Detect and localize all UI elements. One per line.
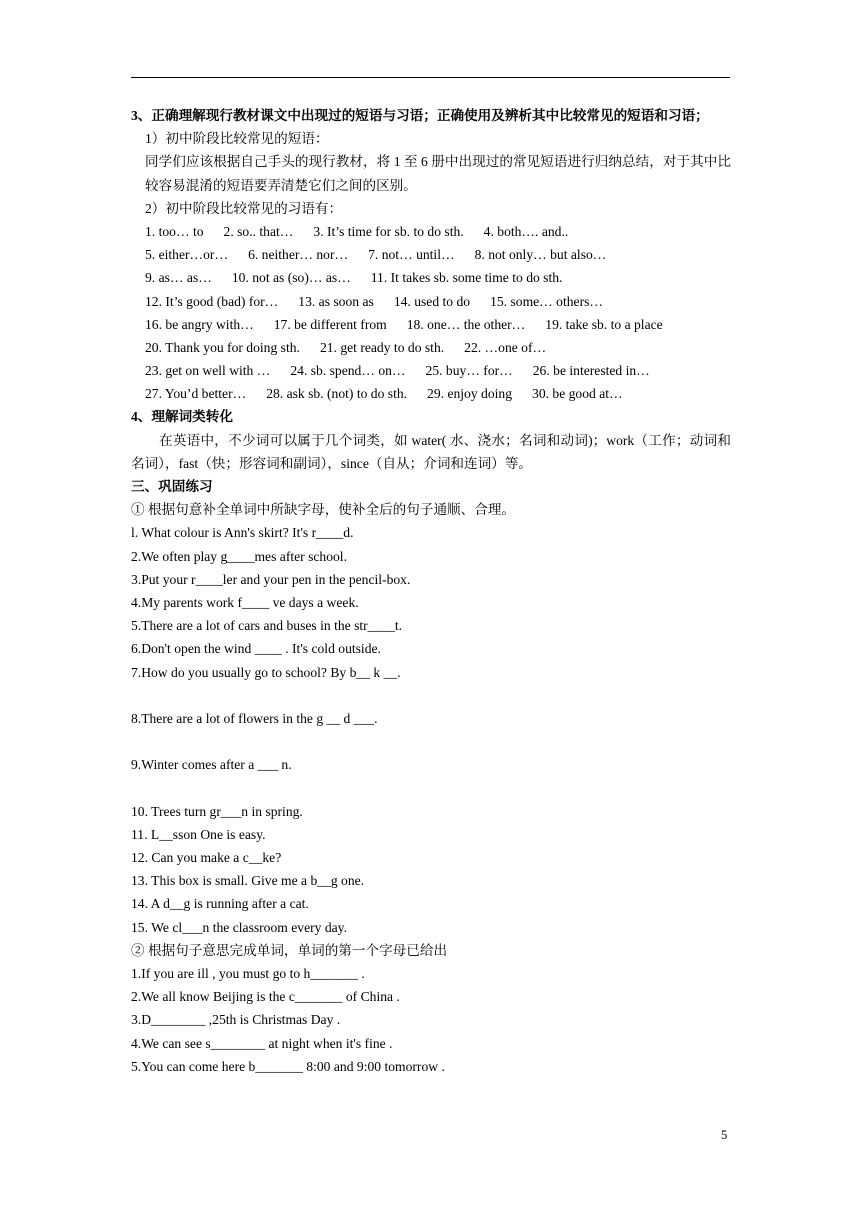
idiom-row xyxy=(131,220,731,243)
idiom-row xyxy=(131,243,731,266)
section-3-sub2: 2）初中阶段比较常见的习语有： xyxy=(145,200,343,216)
exercise-1-title: ① 根据句意补全单词中所缺字母，使补全后的句子通顺、合理。 xyxy=(131,502,516,518)
idiom-row xyxy=(131,290,731,313)
idiom-item: 30. be good at… xyxy=(532,386,623,402)
exercise-item: 11. L__sson One is easy. xyxy=(131,826,266,842)
idiom-item: 20. Thank you for doing sth. xyxy=(145,339,300,355)
idiom-item: 23. get on well with … xyxy=(145,363,271,379)
exercise-item: 5.There are a lot of cars and buses in the str____t. xyxy=(131,618,403,634)
idiom-row xyxy=(131,359,731,382)
idiom-item: 7. not… until… xyxy=(368,247,455,263)
exercise-item: 15. We cl___n the classroom every day. xyxy=(131,919,347,935)
section-3-sub1: 1）初中阶段比较常见的短语： xyxy=(145,131,329,147)
idiom-item: 2. so.. that… xyxy=(223,223,294,239)
section-3-title: 3、正确理解现行教材课文中出现过的短语与习语；正确使用及辨析其中比较常见的短语和习语； xyxy=(131,108,709,123)
document-page xyxy=(131,104,731,1078)
idiom-item: 29. enjoy doing xyxy=(427,386,513,402)
idiom-item: 6. neither… nor… xyxy=(248,247,349,263)
idiom-row xyxy=(131,336,731,359)
exercise-2-title: ② 根据句子意思完成单词，单词的第一个字母已给出 xyxy=(131,942,448,958)
idiom-item: 18. one… the other… xyxy=(406,316,526,332)
idiom-item: 14. used to do xyxy=(393,293,471,309)
exercise-item: 10. Trees turn gr___n in spring. xyxy=(131,803,303,819)
idiom-item: 13. as soon as xyxy=(298,293,374,309)
idiom-item: 19. take sb. to a place xyxy=(545,316,663,332)
idiom-item: 1. too… to xyxy=(145,223,204,239)
idiom-item: 8. not only… but also… xyxy=(474,247,607,263)
idiom-item: 24. sb. spend… on… xyxy=(290,363,406,379)
blank-line xyxy=(131,684,731,707)
idiom-item: 11. It takes sb. some time to do sth. xyxy=(370,270,563,286)
exercise-item: 6.Don't open the wind ____ . It's cold outside. xyxy=(131,641,381,657)
blank-line xyxy=(131,730,731,753)
idiom-item: 3. It’s time for sb. to do sth. xyxy=(313,223,464,239)
idiom-item: 28. ask sb. (not) to do sth. xyxy=(266,386,408,402)
exercise-item: 12. Can you make a c__ke? xyxy=(131,850,282,866)
idiom-row xyxy=(131,382,731,405)
exercise-1-list xyxy=(131,521,731,938)
section-4-paragraph: 在英语中，不少词可以属于几个词类，如 water( 水、浇水；名词和动词)；work（工作；动词和名词），fast（快；形容词和副词），since（自从；介词和连词）等。 xyxy=(131,432,731,471)
idiom-item: 22. …one of… xyxy=(464,339,547,355)
exercise-item: 13. This box is small. Give me a b__g one. xyxy=(131,873,365,889)
section-3-paragraph: 同学们应该根据自己手头的现行教材，将 1 至 6 册中出现过的常见短语进行归纳总结，对于其中比较容易混淆的短语要弄清楚它们之间的区别。 xyxy=(145,154,731,193)
exercise-item: 7.How do you usually go to school? By b__ k __. xyxy=(131,664,401,680)
exercise-item: 4.My parents work f____ ve days a week. xyxy=(131,595,359,611)
idiom-row xyxy=(131,266,731,289)
exercise-item: 8.There are a lot of flowers in the g __ d ___. xyxy=(131,710,378,726)
page-number: 5 xyxy=(721,1128,728,1142)
practice-title: 三、巩固练习 xyxy=(131,479,213,495)
exercise-item: 1.If you are ill , you must go to h_______ . xyxy=(131,966,365,982)
blank-line xyxy=(131,777,731,800)
exercise-item: 2.We often play g____mes after school. xyxy=(131,548,347,564)
header-rule xyxy=(131,77,730,78)
exercise-item: 2.We all know Beijing is the c_______ of China . xyxy=(131,989,400,1005)
exercise-item: 5.You can come here b_______ 8:00 and 9:00 tomorrow . xyxy=(131,1058,445,1074)
exercise-item: 9.Winter comes after a ___ n. xyxy=(131,757,292,773)
idiom-item: 25. buy… for… xyxy=(425,363,513,379)
idiom-item: 4. both…. and.. xyxy=(483,223,569,239)
idiom-list xyxy=(131,220,731,406)
exercise-2-list xyxy=(131,962,731,1078)
idiom-item: 10. not as (so)… as… xyxy=(231,270,351,286)
idiom-item: 16. be angry with… xyxy=(145,316,254,332)
idiom-row xyxy=(131,313,731,336)
idiom-item: 5. either…or… xyxy=(145,247,229,263)
exercise-item: 3.D________ ,25th is Christmas Day . xyxy=(131,1012,341,1028)
exercise-item: 4.We can see s________ at night when it's fine . xyxy=(131,1035,393,1051)
idiom-item: 26. be interested in… xyxy=(532,363,650,379)
section-4-title: 4、理解词类转化 xyxy=(131,409,233,425)
idiom-item: 15. some… others… xyxy=(490,293,603,309)
exercise-item: l. What colour is Ann's skirt? It's r____d. xyxy=(131,525,354,541)
idiom-item: 17. be different from xyxy=(273,316,387,332)
idiom-item: 12. It’s good (bad) for… xyxy=(145,293,279,309)
idiom-item: 27. You’d better… xyxy=(145,386,247,402)
idiom-item: 21. get ready to do sth. xyxy=(319,339,445,355)
idiom-item: 9. as… as… xyxy=(145,270,212,286)
exercise-item: 14. A d__g is running after a cat. xyxy=(131,896,309,912)
exercise-item: 3.Put your r____ler and your pen in the pencil-box. xyxy=(131,571,411,587)
